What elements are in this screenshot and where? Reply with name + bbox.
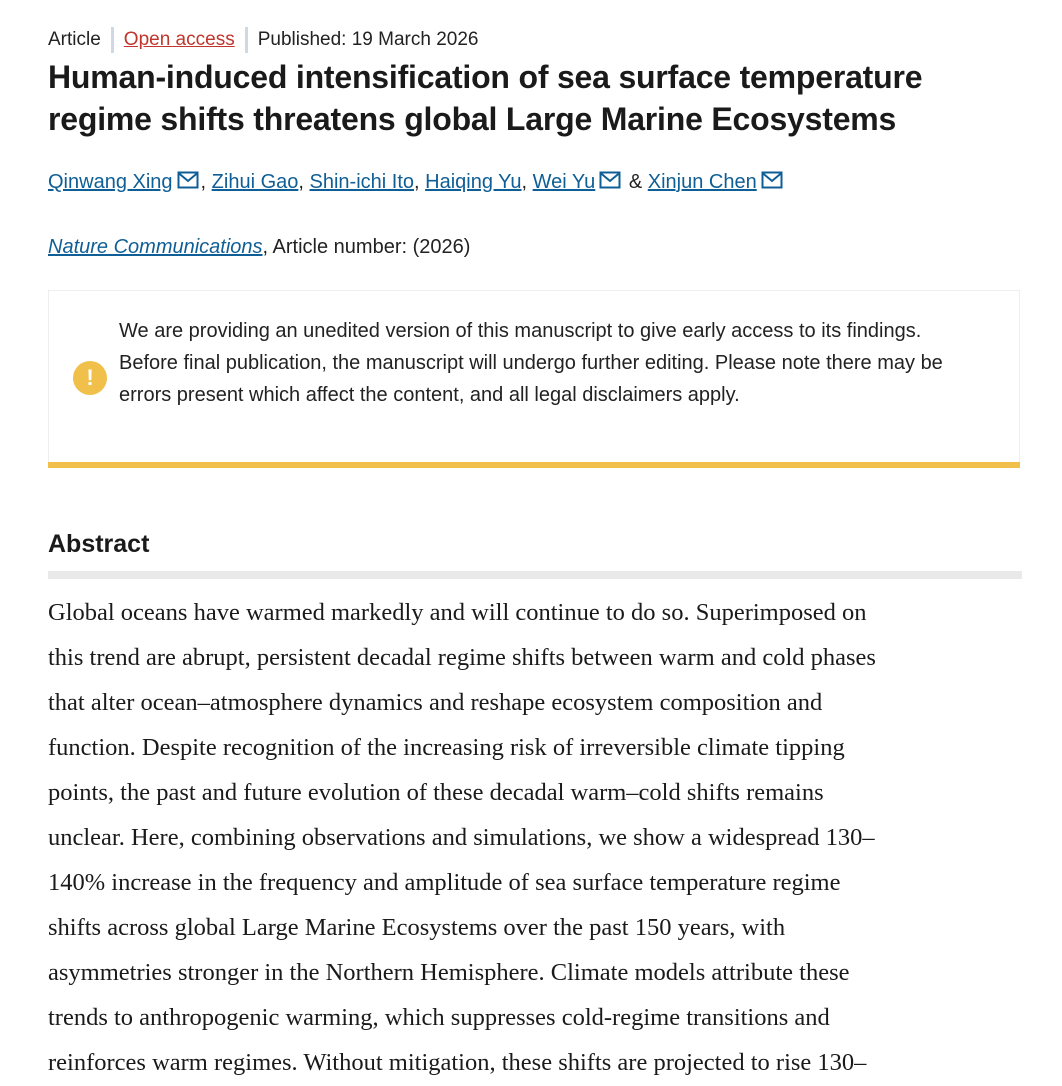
author-link[interactable]: Qinwang Xing: [48, 171, 173, 193]
open-access-link[interactable]: Open access: [123, 29, 235, 50]
early-access-notice: [48, 290, 1020, 464]
author-separator: ,: [200, 171, 207, 193]
abstract-line: shifts across global Large Marine Ecosystems over the past 150 years, with: [48, 914, 786, 941]
author-list: [48, 167, 785, 197]
journal-citation: [48, 232, 470, 262]
notice-text: We are providing an unedited version of this manuscript to give early access to its findings. Before final publication, the manuscript will undergo further editing. Please note there may be errors present which affect the content, and all legal disclaimers apply.: [119, 320, 943, 406]
abstract-line: unclear. Here, combining observations and simulations, we show a widespread 130–: [48, 824, 875, 851]
meta-divider: [111, 27, 114, 53]
author-link[interactable]: Xinjun Chen: [647, 171, 757, 193]
author-and: &: [628, 171, 643, 193]
abstract-line: reinforces warm regimes. Without mitigation, these shifts are projected to rise 130–: [48, 1049, 867, 1076]
published-date: Published: 19 March 2026: [257, 29, 479, 50]
article-meta: [48, 26, 478, 54]
author-link[interactable]: Haiqing Yu: [425, 171, 522, 193]
abstract-line: points, the past and future evolution of these decadal warm–cold shifts remains: [48, 779, 824, 806]
abstract-text: [48, 590, 1022, 1085]
article-title: Human-induced intensification of sea surface temperature regime shifts threatens global Large Marine Ecosystems: [48, 59, 923, 137]
abstract-line: asymmetries stronger in the Northern Hemisphere. Climate models attribute these: [48, 959, 850, 986]
author-separator: ,: [298, 171, 304, 193]
abstract-line: that alter ocean–atmosphere dynamics and reshape ecosystem composition and: [48, 689, 823, 716]
author-link[interactable]: Wei Yu: [532, 171, 596, 193]
email-icon[interactable]: [177, 171, 199, 189]
abstract-line: this trend are abrupt, persistent decadal regime shifts between warm and cold phases: [48, 644, 876, 671]
author-separator: ,: [414, 171, 420, 193]
abstract-line: 140% increase in the frequency and amplitude of sea surface temperature regime: [48, 869, 841, 896]
abstract-line: trends to anthropogenic warming, which suppresses cold-regime transitions and: [48, 1004, 830, 1031]
abstract-line: Global oceans have warmed markedly and will continue to do so. Superimposed on: [48, 599, 867, 626]
meta-divider: [245, 27, 248, 53]
email-icon[interactable]: [761, 171, 783, 189]
email-icon[interactable]: [599, 171, 621, 189]
abstract-heading: Abstract: [48, 530, 150, 558]
notice-accent-bar: [48, 462, 1020, 468]
author-separator: ,: [521, 171, 528, 193]
section-divider: [48, 571, 1022, 579]
abstract-line: function. Despite recognition of the increasing risk of irreversible climate tipping: [48, 734, 845, 761]
article-type: Article: [48, 29, 101, 50]
exclamation-icon: !: [73, 361, 107, 395]
journal-link[interactable]: Nature Communications: [48, 236, 263, 258]
article-number: , Article number: (2026): [262, 236, 471, 258]
author-link[interactable]: Shin-ichi Ito: [309, 171, 414, 193]
author-link[interactable]: Zihui Gao: [211, 171, 299, 193]
